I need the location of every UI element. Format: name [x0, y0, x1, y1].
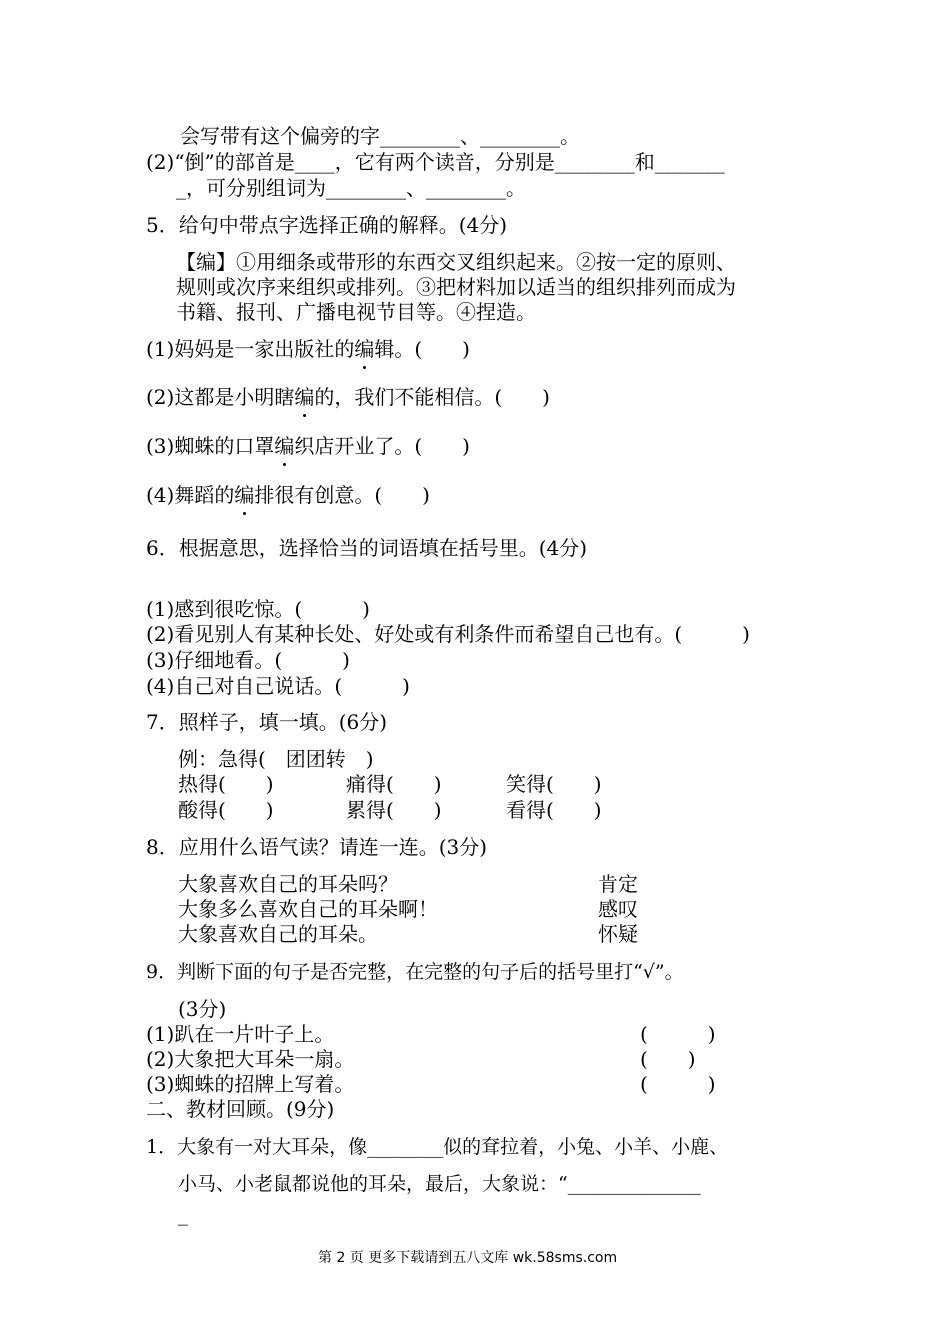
q7-example: 例：急得( 团团转 )	[178, 747, 374, 771]
q7-row1-col3: 笑得( )	[506, 772, 602, 796]
emphasis-dot-char: 编	[274, 434, 295, 458]
q5-def-3: 书籍、报刊、广播电视节目等。④捏造。	[176, 300, 536, 324]
q8-right-3: 怀疑	[598, 922, 638, 946]
q5-item-3: (3)蜘蛛的口罩编织店开业了。( )	[146, 434, 470, 458]
q9-item-1: (1)趴在一片叶子上。	[146, 1022, 335, 1046]
q9-paren-2: ( )	[640, 1047, 696, 1071]
q5-def-1: 【编】①用细条或带形的东西交叉组织起来。②按一定的原则、	[176, 250, 736, 274]
q7-row2-col2: 累得( )	[346, 798, 442, 822]
section2-title: 二、教材回顾。(9分)	[146, 1097, 335, 1121]
q9-paren-3: ( )	[640, 1072, 716, 1096]
q8-right-1: 肯定	[598, 872, 638, 896]
section2-q1-line1: 1．大象有一对大耳朵，像________似的耷拉着，小兔、小羊、小鹿、	[146, 1136, 729, 1158]
q7-row2-col1: 酸得( )	[178, 798, 274, 822]
q7-row2-col3: 看得( )	[506, 798, 602, 822]
q6-item-3: (3)仔细地看。( )	[146, 648, 350, 672]
q5-def-2: 规则或次序来组织或排列。③把材料加以适当的组织排列而成为	[176, 275, 736, 299]
q4-line-b: (2)“倒”的部首是____，它有两个读音，分别是________和_______	[146, 150, 725, 174]
q6-item-2: (2)看见别人有某种长处、好处或有利条件而希望自己也有。( )	[146, 622, 750, 646]
section2-q1-line3: _	[178, 1202, 188, 1226]
q4-line-a: 会写带有这个偏旁的字________、________。	[180, 124, 580, 148]
q8-left-3: 大象喜欢自己的耳朵。	[178, 922, 378, 946]
q9-item-3: (3)蜘蛛的招牌上写着。	[146, 1072, 355, 1096]
q8-left-2: 大象多么喜欢自己的耳朵啊！	[178, 897, 438, 921]
emphasis-dot-char: 编	[294, 385, 315, 409]
q9-score: (3分)	[178, 997, 227, 1021]
q8-right-2: 感叹	[598, 897, 638, 921]
q8-title: 8．应用什么语气读？请连一连。(3分)	[146, 835, 488, 859]
q7-title: 7．照样子，填一填。(6分)	[146, 710, 388, 734]
q6-item-1: (1)感到很吃惊。( )	[146, 597, 370, 621]
q4-line-c: _，可分别组词为________、________。	[176, 176, 526, 200]
q6-title: 6．根据意思，选择恰当的词语填在括号里。(4分)	[146, 536, 588, 560]
q5-item-4: (4)舞蹈的编排很有创意。( )	[146, 483, 430, 507]
q9-title: 9．判断下面的句子是否完整，在完整的句子后的括号里打“√”。	[146, 961, 684, 983]
page-footer: 第 2 页 更多下载请到五八文库 wk.58sms.com	[318, 1250, 618, 1266]
emphasis-dot-char: 编	[234, 483, 255, 507]
q7-row1-col1: 热得( )	[178, 772, 274, 796]
section2-q1-line2: 小马、小老鼠都说他的耳朵，最后，大象说：“______________	[178, 1173, 701, 1195]
q5-item-2: (2)这都是小明瞎编的，我们不能相信。( )	[146, 385, 550, 409]
q8-left-1: 大象喜欢自己的耳朵吗？	[178, 872, 398, 896]
q9-paren-1: ( )	[640, 1022, 716, 1046]
q9-item-2: (2)大象把大耳朵一扇。	[146, 1047, 355, 1071]
q5-item-1: (1)妈妈是一家出版社的编辑。( )	[146, 337, 470, 361]
q5-title: 5．给句中带点字选择正确的解释。(4分)	[146, 213, 508, 237]
emphasis-dot-char: 编	[354, 337, 375, 361]
q7-row1-col2: 痛得( )	[346, 772, 442, 796]
q6-item-4: (4)自己对自己说话。( )	[146, 674, 410, 698]
